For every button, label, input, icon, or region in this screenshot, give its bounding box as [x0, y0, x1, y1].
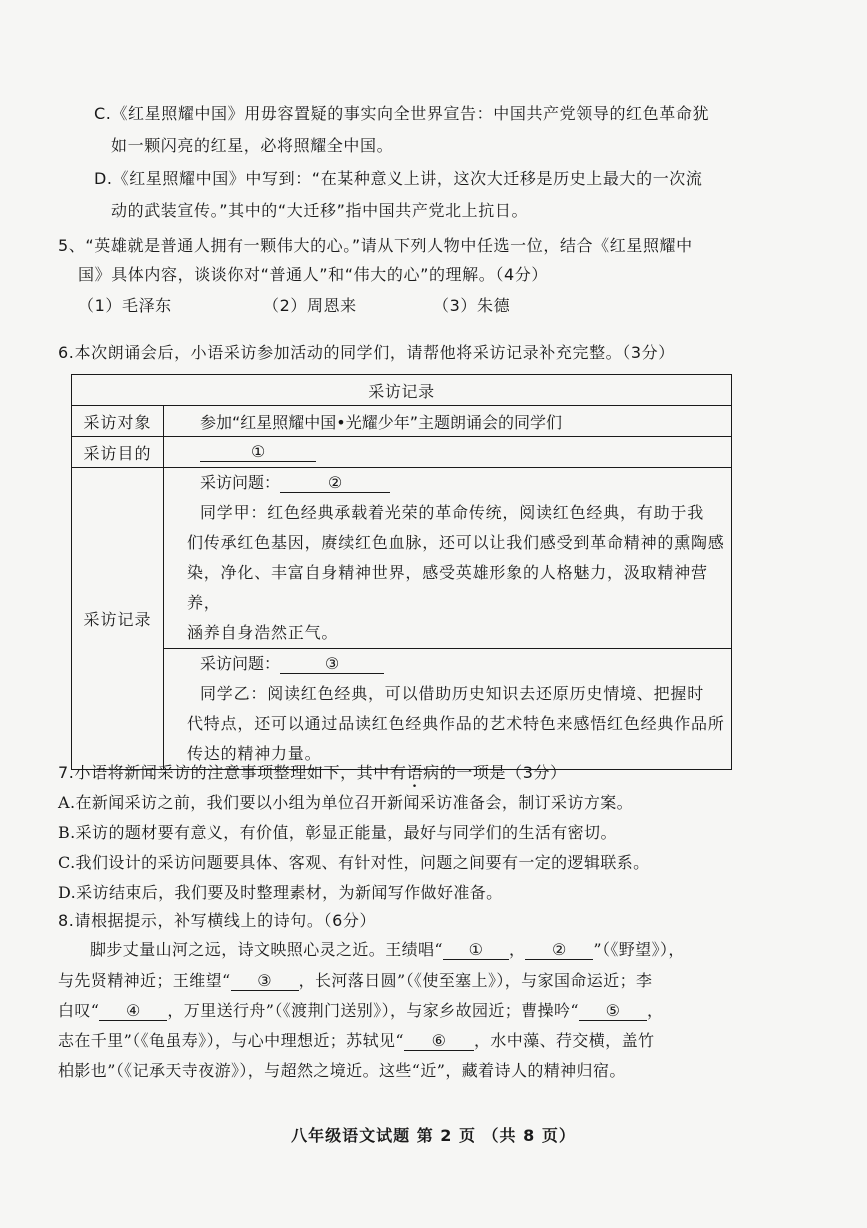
label-interview-record: 采访记录 [72, 468, 164, 770]
student-a-line1: 同学甲：红色经典承载着光荣的革命传统，阅读红色经典，有助于我 [200, 503, 705, 522]
q8-text-3c: ， [646, 1001, 664, 1020]
label-interview-purpose: 采访目的 [72, 437, 164, 468]
poem-blank-5[interactable]: ⑤ [579, 1003, 647, 1021]
question-8-line1 [90, 937, 685, 960]
question-5-option-2: （2）周恩来 [263, 296, 357, 315]
question-8-line4 [58, 1028, 654, 1051]
question-7-prompt-pre: 7.小语将新闻采访的注意事项整理如下，其中 [58, 763, 390, 782]
question-label-2: 采访问题： [200, 654, 281, 673]
poem-blank-4[interactable]: ④ [99, 1003, 167, 1021]
option-d-line2: 动的武装宣传。”其中的“大迁移”指中国共产党北上抗日。 [111, 201, 529, 220]
interview-question-1 [200, 468, 731, 498]
student-b-line2: 代特点，还可以通过品读红色经典作品的艺术特色来感悟红色经典作品所 [187, 714, 725, 733]
question-5-option-1: （1）毛泽东 [78, 296, 172, 315]
question-7-emphasis: 有语病 [389, 763, 440, 782]
question-label-1: 采访问题： [200, 473, 281, 492]
table-title: 采访记录 [72, 375, 732, 406]
page-footer: 八年级语文试题 第 2 页 （共 8 页） [291, 1126, 576, 1145]
q8-text-2b: ，长河落日圆”（《使至塞上》），与家国命运近；李 [298, 971, 653, 990]
option-c-line1: C.《红星照耀中国》用毋容置疑的事实向全世界宣告：中国共产党领导的红色革命犹 [94, 104, 710, 123]
question-7-option-d: D.采访结束后，我们要及时整理素材，为新闻写作做好准备。 [58, 883, 503, 902]
q8-text-2a: 与先贤精神近；王维望“ [58, 971, 231, 990]
poem-blank-6[interactable]: ⑥ [404, 1033, 474, 1051]
student-a-answer [187, 498, 731, 648]
label-interview-object: 采访对象 [72, 406, 164, 437]
interview-question-2 [200, 649, 731, 679]
q8-text-4b: ，水中藻、荇交横，盖竹 [473, 1031, 655, 1050]
question-7-prompt [58, 760, 567, 783]
q8-text-4a: 志在千里”（《龟虽寿》），与心中理想近；苏轼见“ [58, 1031, 404, 1050]
q8-text-3a: 白叹“ [58, 1001, 100, 1020]
poem-blank-1[interactable]: ① [443, 942, 509, 960]
question-7-option-a: A.在新闻采访之前，我们要以小组为单位召开新闻采访准备会，制订采访方案。 [58, 793, 634, 812]
question-5-line2: 国》具体内容，谈谈你对“普通人”和“伟大的心”的理解。（4分） [78, 265, 548, 284]
student-a-line4: 涵养自身浩然正气。 [187, 623, 339, 642]
student-a-line2: 们传承红色基因，赓续红色血脉，还可以让我们感受到革命精神的熏陶感 [187, 533, 725, 552]
question-5-line1: 5、“英雄就是普通人拥有一颗伟大的心。”请从下列人物中任选一位，结合《红星照耀中 [58, 236, 693, 255]
question-5-option-3: （3）朱德 [433, 296, 511, 315]
q8-text-1b: ， [508, 940, 526, 959]
student-b-line3: 传达的精神力量。 [187, 744, 322, 763]
question-8-line5: 柏影也”（《记承天寺夜游》），与超然之境近。这些“近”，藏着诗人的精神归宿。 [58, 1061, 626, 1080]
q8-text-1c: ”（《野望》）， [593, 940, 685, 959]
interview-record-table [71, 374, 732, 770]
question-8-line2 [58, 968, 652, 991]
student-b-line1: 同学乙：阅读红色经典，可以借助历史知识去还原历史情境、把握时 [200, 684, 705, 703]
option-c-line2: 如一颗闪亮的红星，必将照耀全中国。 [111, 136, 394, 155]
student-b-answer [187, 679, 731, 769]
q8-text-3b: ，万里送行舟”（《渡荆门送别》），与家乡故园近；曹操吟“ [167, 1001, 579, 1020]
poem-blank-3[interactable]: ③ [231, 973, 299, 991]
record-block-2 [164, 649, 732, 770]
question-8-line3 [58, 998, 663, 1021]
question-6-prompt: 6.本次朗诵会后，小语采访参加活动的同学们，请帮他将采访记录补充完整。（3分） [58, 343, 675, 362]
question-8-prompt: 8.请根据提示，补写横线上的诗句。（6分） [58, 911, 377, 930]
q8-text-1a: 脚步丈量山河之远，诗文映照心灵之近。王绩唱“ [90, 940, 443, 959]
blank-3[interactable]: ③ [280, 656, 384, 674]
value-interview-object: 参加“红星照耀中国•光耀少年”主题朗诵会的同学们 [164, 406, 732, 437]
student-a-line3: 染，净化、丰富自身精神世界，感受英雄形象的人格魅力，汲取精神营养， [187, 563, 708, 612]
record-block-1 [164, 468, 732, 649]
question-7-option-c: C.我们设计的采访问题要具体、客观、有针对性，问题之间要有一定的逻辑联系。 [58, 853, 650, 872]
blank-1-cell[interactable] [164, 437, 732, 468]
blank-1[interactable]: ① [200, 444, 316, 462]
blank-2[interactable]: ② [280, 475, 390, 493]
poem-blank-2[interactable]: ② [525, 942, 593, 960]
option-d-line1: D.《红星照耀中国》中写到：“在某种意义上讲，这次大迁移是历史上最大的一次流 [94, 169, 703, 188]
question-7-prompt-post: 的一项是（3分） [439, 763, 567, 782]
question-7-option-b: B.采访的题材要有意义，有价值，彰显正能量，最好与同学们的生活有密切。 [58, 823, 617, 842]
